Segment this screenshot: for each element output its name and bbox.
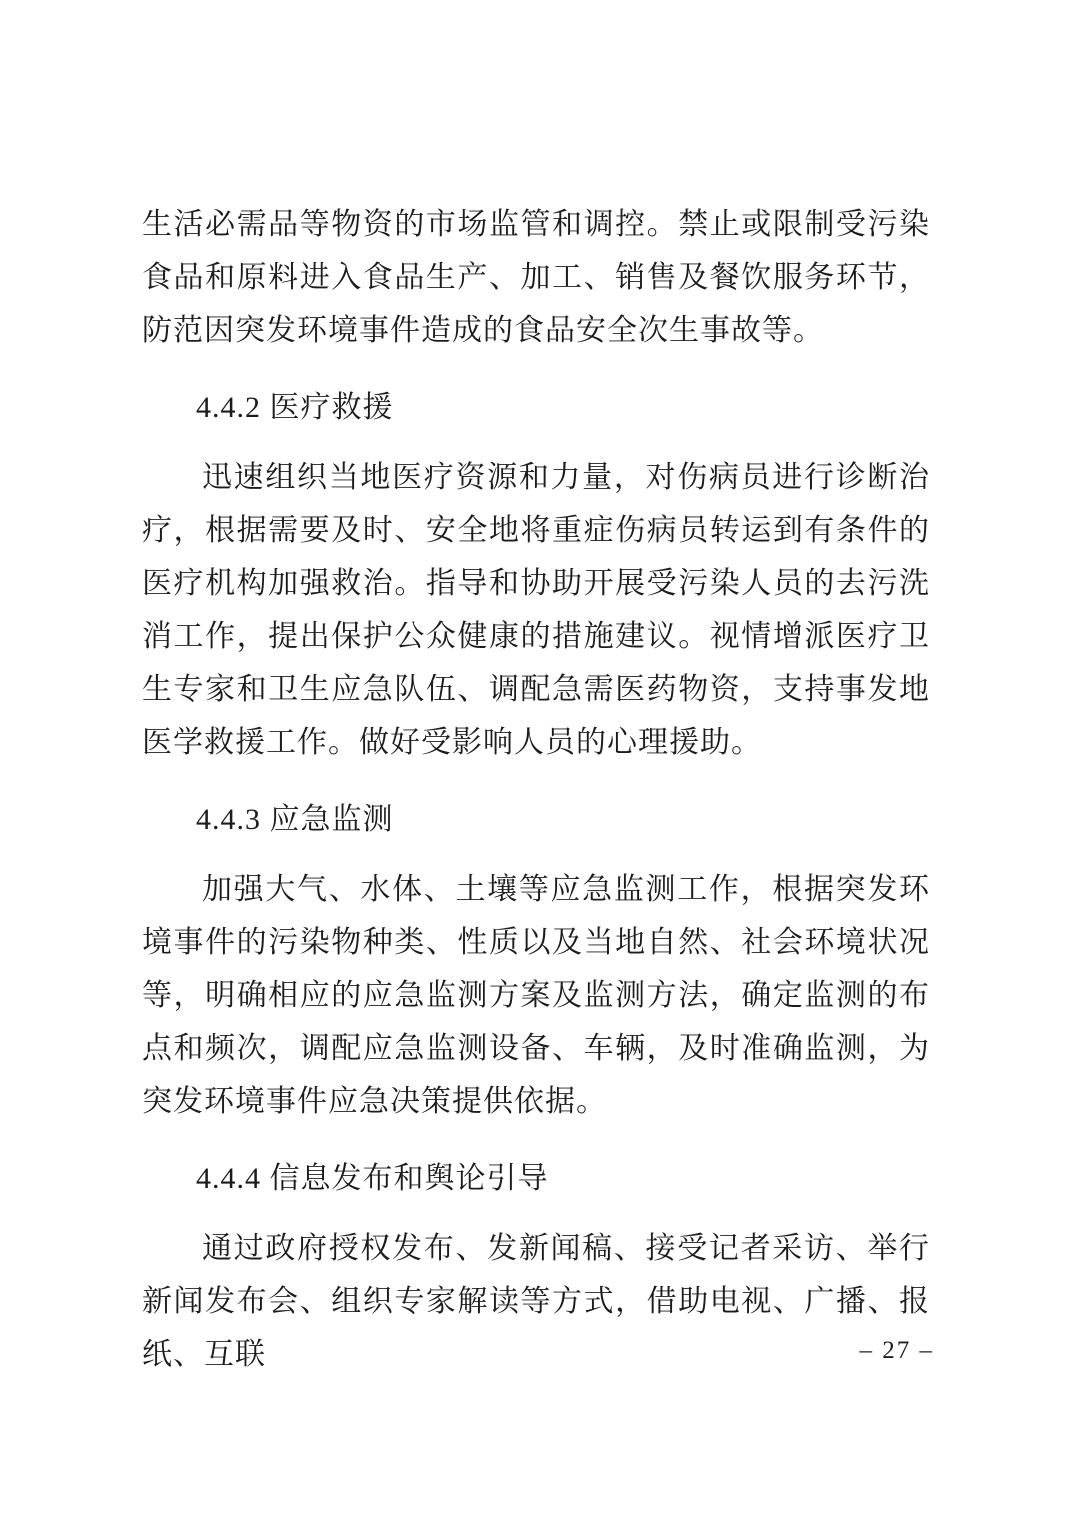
section-heading-4-4-4-information-release: 4.4.4 信息发布和舆论引导 — [196, 1162, 549, 1195]
page-number: – 27 – — [859, 1337, 934, 1364]
body-paragraph-information-release: 通过政府授权发布、发新闻稿、接受记者采访、举行新闻发布会、组织专家解读等方式，借助电视、广播、报纸、互联 — [142, 1232, 930, 1371]
body-paragraph-emergency-monitoring: 加强大气、水体、土壤等应急监测工作，根据突发环境事件的污染物种类、性质以及当地自然、社会环境状况等，明确相应的应急监测方案及监测方法，确定监测的布点和频次，调配应急监测设备、车辆，及时准确监测，为突发环境事件应急决策提供依据。 — [142, 873, 930, 1118]
section-heading-4-4-2-medical-rescue: 4.4.2 医疗救援 — [196, 391, 394, 424]
body-paragraph-medical-rescue: 迅速组织当地医疗资源和力量，对伤病员进行诊断治疗，根据需要及时、安全地将重症伤病员转运到有条件的医疗机构加强救治。指导和协助开展受污染人员的去污洗消工作，提出保护公众健康的措施建议。视情增派医疗卫生专家和卫生应急队伍、调配急需医药物资，支持事发地医学救援工作。做好受影响人员的心理援助。 — [142, 461, 930, 759]
section-heading-4-4-3-emergency-monitoring: 4.4.3 应急监测 — [196, 803, 394, 836]
body-paragraph-market-regulation: 生活必需品等物资的市场监管和调控。禁止或限制受污染食品和原料进入食品生产、加工、销售及餐饮服务环节，防范因突发环境事件造成的食品安全次生事故等。 — [142, 208, 930, 347]
document-text-block — [142, 198, 930, 1381]
